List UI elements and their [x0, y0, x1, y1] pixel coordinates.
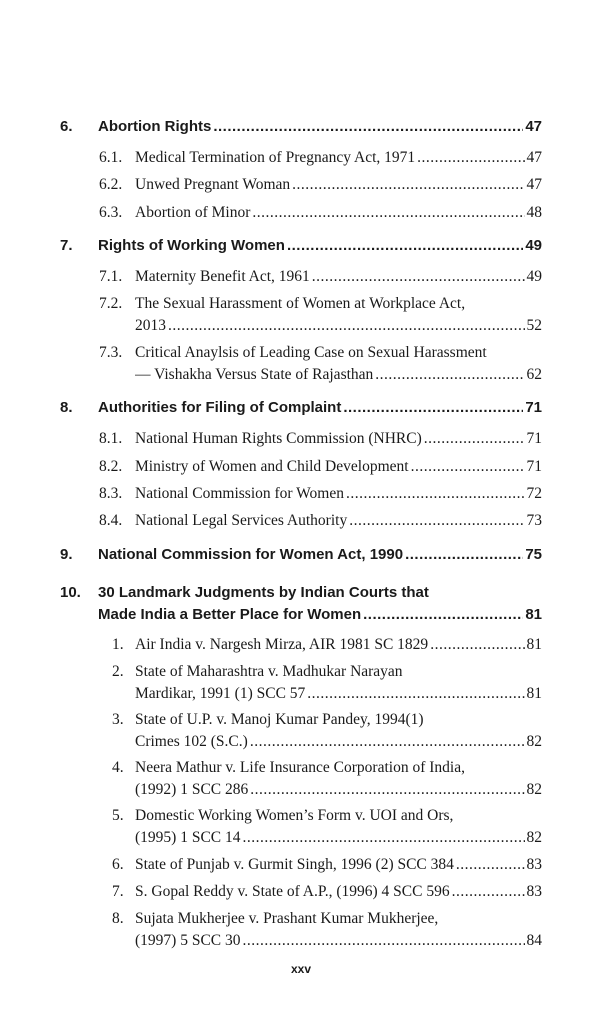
chapter-title: National Commission for Women Act, 1990 — [98, 546, 404, 563]
page-number: 49 — [526, 268, 542, 285]
dot-leader — [375, 366, 524, 384]
dot-leader — [213, 118, 523, 135]
toc-judgment-8 — [112, 910, 542, 928]
dot-leader — [424, 430, 525, 448]
section-number: 7.3. — [99, 344, 123, 361]
dot-leader — [405, 546, 523, 563]
judgment-title-continued: (1997) 5 SCC 30 — [135, 932, 241, 949]
section-title-continued: — Vishakha Versus State of Rajasthan — [135, 366, 374, 383]
section-title: Critical Anaylsis of Leading Case on Sexual Harassment — [135, 344, 487, 361]
toc-section-6-3 — [99, 204, 542, 222]
judgment-number: 1. — [112, 636, 124, 653]
dot-leader — [252, 204, 524, 222]
toc-judgment-7 — [112, 883, 542, 901]
toc-judgment-2 — [112, 663, 542, 681]
page-number: 71 — [526, 430, 542, 447]
dot-leader — [346, 485, 525, 503]
page-number: 49 — [525, 237, 542, 254]
section-title: National Commission for Women — [135, 485, 344, 502]
chapter-number: 8. — [60, 399, 73, 416]
section-title: Maternity Benefit Act, 1961 — [135, 268, 310, 285]
judgment-title-continued: Mardikar, 1991 (1) SCC 57 — [135, 685, 306, 702]
toc-chapter-7 — [60, 237, 542, 254]
dot-leader — [349, 512, 524, 530]
toc-judgment-1 — [112, 636, 542, 654]
section-title-continued: 2013 — [135, 317, 166, 334]
judgment-title: State of U.P. v. Manoj Kumar Pandey, 1994(1) — [135, 711, 424, 728]
toc-section-8-2 — [99, 458, 542, 476]
toc-judgment-4 — [112, 759, 542, 777]
page-number: 83 — [526, 856, 542, 873]
toc-section-8-1 — [99, 430, 542, 448]
section-title: National Legal Services Authority — [135, 512, 348, 529]
toc-section-6-1 — [99, 149, 542, 167]
dot-leader — [250, 733, 525, 751]
toc-section-6-2 — [99, 176, 542, 194]
page-number: 82 — [526, 781, 542, 798]
toc-chapter-10 — [60, 584, 542, 601]
toc-section-8-4 — [99, 512, 542, 530]
section-title: Medical Termination of Pregnancy Act, 1971 — [135, 149, 416, 166]
chapter-title: Authorities for Filing of Complaint — [98, 399, 342, 416]
judgment-number: 6. — [112, 856, 124, 873]
dot-leader — [452, 883, 525, 901]
toc-section-7-3 — [99, 344, 542, 362]
judgment-number: 7. — [112, 883, 124, 900]
toc-judgment-3 — [112, 711, 542, 729]
page-number: 72 — [526, 485, 542, 502]
toc-judgment-3-continuation — [135, 733, 542, 751]
judgment-title: State of Punjab v. Gurmit Singh, 1996 (2) SCC 384 — [135, 856, 454, 873]
toc-section-8-3 — [99, 485, 542, 503]
section-number: 8.1. — [99, 430, 123, 447]
page-number: 82 — [526, 733, 542, 750]
page-footer-number: xxv — [290, 962, 312, 976]
section-title: Abortion of Minor — [135, 204, 251, 221]
dot-leader — [363, 606, 523, 623]
toc-judgment-6 — [112, 856, 542, 874]
dot-leader — [292, 176, 524, 194]
section-title: National Human Rights Commission (NHRC) — [135, 430, 422, 447]
chapter-title: 30 Landmark Judgments by Indian Courts that — [98, 584, 429, 601]
page-number: 83 — [526, 883, 542, 900]
page-number: 47 — [526, 149, 542, 166]
dot-leader — [243, 829, 525, 847]
section-number: 6.2. — [99, 176, 123, 193]
judgment-number: 2. — [112, 663, 124, 680]
judgment-title: Sujata Mukherjee v. Prashant Kumar Mukherjee, — [135, 910, 439, 927]
chapter-number: 7. — [60, 237, 73, 254]
dot-leader — [411, 458, 525, 476]
toc-section-7-1 — [99, 268, 542, 286]
section-number: 8.4. — [99, 512, 123, 529]
chapter-number: 6. — [60, 118, 73, 135]
judgment-number: 5. — [112, 807, 124, 824]
page-number: 73 — [526, 512, 542, 529]
judgment-title: State of Maharashtra v. Madhukar Narayan — [135, 663, 403, 680]
page-number: 48 — [526, 204, 542, 221]
toc-section-7-2-continuation — [135, 317, 542, 335]
dot-leader — [250, 781, 524, 799]
page-number: 81 — [526, 636, 542, 653]
judgment-title-continued: (1995) 1 SCC 14 — [135, 829, 241, 846]
toc-chapter-8 — [60, 399, 542, 416]
toc-section-7-2 — [99, 295, 542, 313]
judgment-title: Neera Mathur v. Life Insurance Corporation of India, — [135, 759, 465, 776]
dot-leader — [456, 856, 525, 874]
section-number: 7.1. — [99, 268, 123, 285]
section-number: 7.2. — [99, 295, 123, 312]
section-number: 6.3. — [99, 204, 123, 221]
dot-leader — [307, 685, 524, 703]
dot-leader — [417, 149, 524, 167]
judgment-number: 8. — [112, 910, 124, 927]
chapter-title: Abortion Rights — [98, 118, 212, 135]
section-title: Unwed Pregnant Woman — [135, 176, 291, 193]
toc-chapter-10-continuation — [98, 606, 542, 623]
page-number: 84 — [526, 932, 542, 949]
page-number: 47 — [525, 118, 542, 135]
page-number: 75 — [525, 546, 542, 563]
chapter-title: Rights of Working Women — [98, 237, 285, 254]
section-title: The Sexual Harassment of Women at Workplace Act, — [135, 295, 466, 312]
page-number: 82 — [526, 829, 542, 846]
judgment-number: 3. — [112, 711, 124, 728]
judgment-title-continued: (1992) 1 SCC 286 — [135, 781, 249, 798]
section-number: 8.3. — [99, 485, 123, 502]
page-number: 81 — [526, 685, 542, 702]
dot-leader — [168, 317, 525, 335]
dot-leader — [343, 399, 523, 416]
toc-section-7-3-continuation — [135, 366, 542, 384]
page-number: 71 — [526, 458, 542, 475]
section-number: 8.2. — [99, 458, 123, 475]
page-number: 71 — [525, 399, 542, 416]
toc-chapter-9 — [60, 546, 542, 563]
toc-judgment-4-continuation — [135, 781, 542, 799]
toc-judgment-5-continuation — [135, 829, 542, 847]
page-number: 81 — [525, 606, 542, 623]
section-title: Ministry of Women and Child Development — [135, 458, 409, 475]
page-number: 47 — [526, 176, 542, 193]
judgment-title: Air India v. Nargesh Mirza, AIR 1981 SC 1829 — [135, 636, 429, 653]
toc-judgment-5 — [112, 807, 542, 825]
toc-chapter-6 — [60, 118, 542, 135]
judgment-title-continued: Crimes 102 (S.C.) — [135, 733, 248, 750]
page-number: 52 — [526, 317, 542, 334]
judgment-title: Domestic Working Women’s Form v. UOI and Ors, — [135, 807, 454, 824]
chapter-number: 9. — [60, 546, 73, 563]
chapter-number: 10. — [60, 584, 81, 601]
page-number: 62 — [526, 366, 542, 383]
toc-judgment-2-continuation — [135, 685, 542, 703]
toc-judgment-8-continuation — [135, 932, 542, 950]
dot-leader — [287, 237, 523, 254]
section-number: 6.1. — [99, 149, 123, 166]
judgment-number: 4. — [112, 759, 124, 776]
dot-leader — [312, 268, 525, 286]
dot-leader — [243, 932, 525, 950]
chapter-title-continued: Made India a Better Place for Women — [98, 606, 362, 623]
dot-leader — [430, 636, 524, 654]
judgment-title: S. Gopal Reddy v. State of A.P., (1996) 4 SCC 596 — [135, 883, 450, 900]
